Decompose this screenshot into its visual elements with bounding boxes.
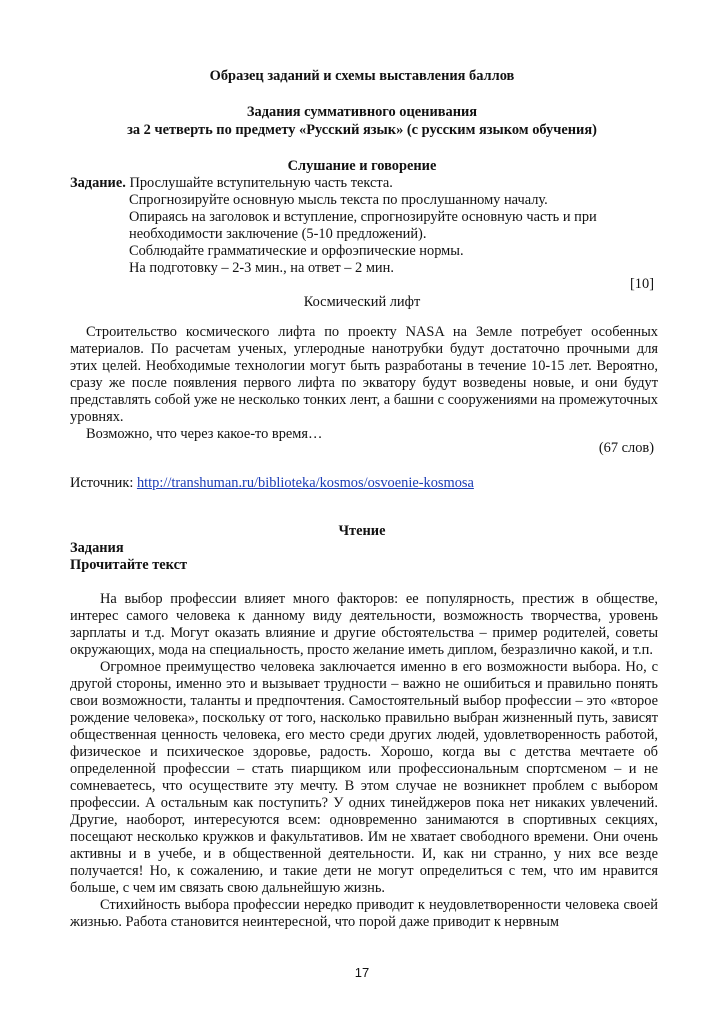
text-title: Космический лифт (303, 294, 421, 310)
instruction-item: На подготовку – 2-3 мин., на ответ – 2 мин. (129, 260, 394, 276)
instruction-item: необходимости заключение (5-10 предложений). (129, 226, 427, 242)
task-line (70, 175, 393, 192)
listening-heading: Слушание и говорение (287, 158, 437, 174)
paragraph: Огромное преимущество человека заключается именно в его возможности выбора. Но, с другой стороны, именно это и вызывает трудности – важно не ошибиться и правильно понять свои возможности, таланты и предпочтения. Самостоятельный выбор профессии – это «второе рождение человека», поскольку от того, насколько правильно выбран жизненный путь, зависят общественная ценность человека, его место среди других людей, удовлетворенность работой, физическое и психическое здоровье, радость. Хорошо, когда вы с детства мечтаете об определенной профессии – стать пиарщиком или профессиональным спортсменом – и не сомневаетесь, что осуществите эту мечту. В этом случае не возникнет проблем с выбором профессии. А остальным как поступить? У одних тинейджеров пока нет никаких увлечений. Другие, наоборот, интересуются всем: одновременно занимаются в спортивных секциях, посещают несколько кружков и факультативов. Им не хватает свободного времени. Они очень активны и в учебе, и в общественной деятельности. И, как ни странно, у них все везде получается! Но, к сожалению, и такие дети не могут определиться с тем, что им нравится больше, с чем им связать свою дальнейшую жизнь. (70, 659, 658, 896)
document-title: Образец заданий и схемы выставления баллов (209, 68, 515, 84)
task-first-instruction: Прослушайте вступительную часть текста. (125, 175, 393, 191)
instruction-item: Опираясь на заголовок и вступление, спрогнозируйте основную часть и при (129, 209, 597, 225)
reading-text (70, 591, 658, 931)
word-count: (67 слов) (598, 440, 654, 456)
source-line (70, 475, 474, 492)
tasks-label: Задания (70, 540, 124, 556)
assessment-subtitle: за 2 четверть по предмету «Русский язык» (с русским языком обучения) (127, 122, 597, 138)
listening-text (70, 324, 658, 443)
paragraph: Строительство космического лифта по проекту NASA на Земле потребует особенных материалов. По расчетам ученых, углеродные нанотрубки будут достаточно прочными для этих целей. Необходимые технологии могут быть разработаны в течение 10-15 лет. Вероятно, сразу же после появления первого лифта по экватору будут возведены новые, и они будут представлять собой уже не несколько тонких лент, а башни с сооружениями на промежуточных уровнях. (70, 324, 658, 425)
paragraph: Возможно, что через какое-то время… (86, 426, 323, 442)
source-label: Источник: (70, 475, 137, 491)
assessment-title: Задания суммативного оценивания (246, 104, 478, 120)
paragraph: На выбор профессии влияет много факторов: ее популярность, престиж в обществе, интерес самого человека к данному виду деятельности, возможность творчества, уровень зарплаты и т.д. Могут оказать влияние и другие обстоятельства – пример родителей, советы окружающих, мода на специальность, просто желание иметь диплом, безразлично какой, и т.п. (70, 591, 658, 658)
instruction-item: Соблюдайте грамматические и орфоэпические нормы. (129, 243, 464, 259)
paragraph: Стихийность выбора профессии нередко приводит к неудовлетворенности человека своей жизнью. Работа становится неинтересной, что порой даже приводит к нервным (70, 897, 658, 930)
task-label: Задание. (70, 175, 126, 191)
score-label: [10] (630, 276, 654, 292)
page-number: 17 (354, 965, 370, 980)
reading-heading: Чтение (338, 523, 386, 539)
read-label: Прочитайте текст (70, 557, 188, 573)
instruction-item: Спрогнозируйте основную мысль текста по прослушанному началу. (129, 192, 548, 208)
source-link[interactable]: http://transhuman.ru/biblioteka/kosmos/osvoenie-kosmosa (136, 475, 474, 491)
